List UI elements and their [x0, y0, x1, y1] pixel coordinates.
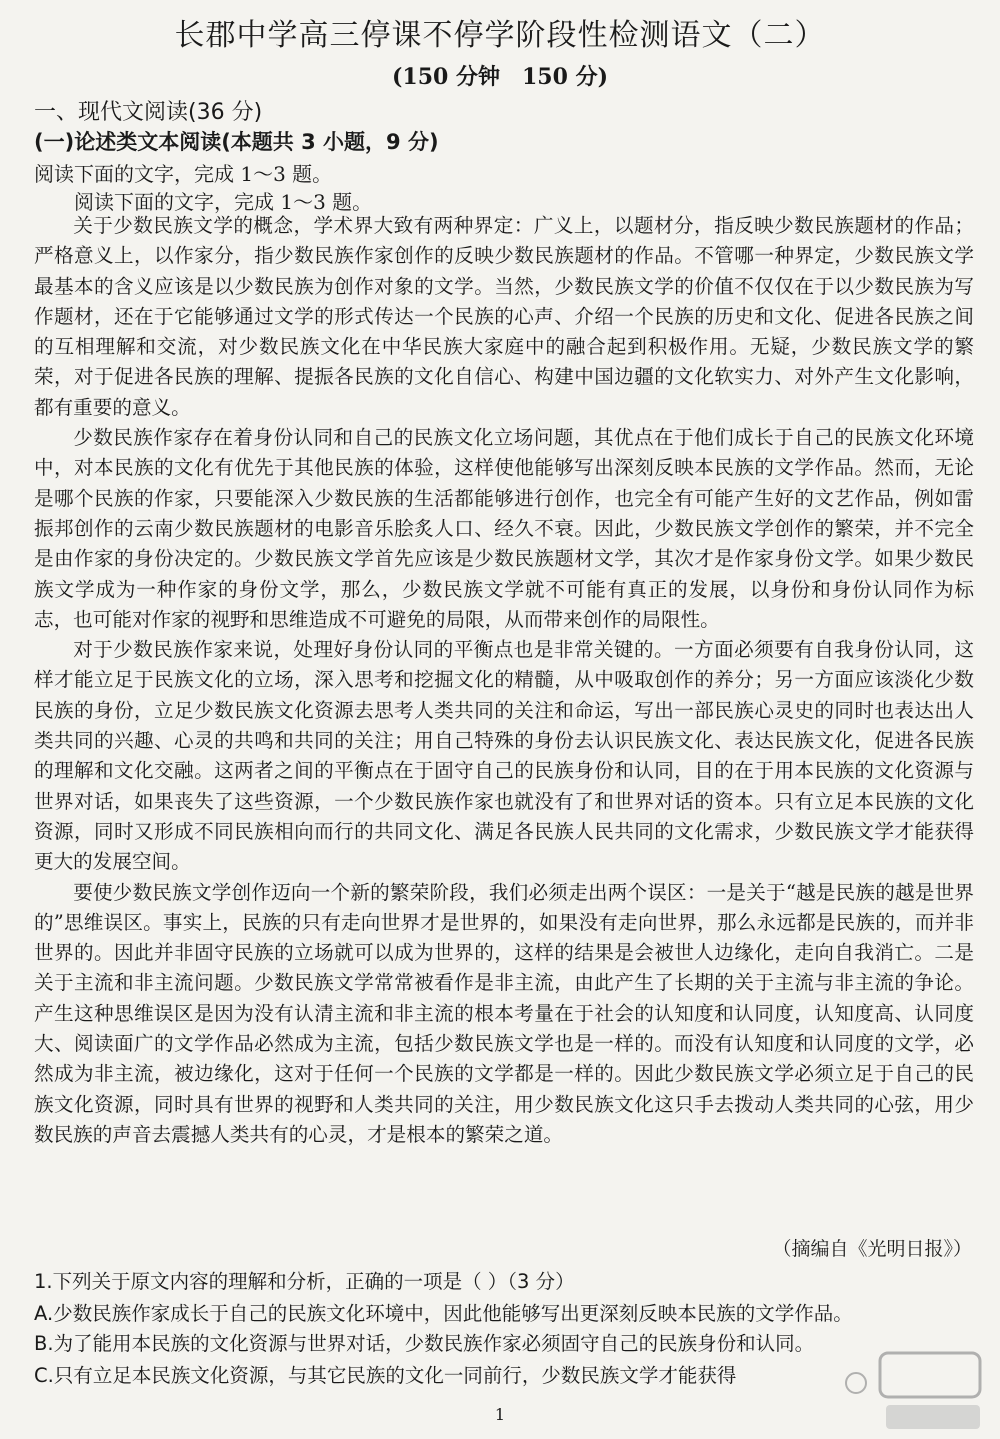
- article-paragraph: 对于少数民族作家来说，处理好身份认同的平衡点也是非常关键的。一方面必须要有自我身份认同，这样才能立足于民族文化的立场，深入思考和挖掘文化的精髓，从中吸取创作的养分；另一方面应该淡化少数民族的身份，立足少数民族文化资源去思考人类共同的关注和命运，写出一部民族心灵史的同时也表达出人类共同的兴趣、心灵的共鸣和共同的关注；用自己特殊的身份去认识民族文化、表达民族文化，促进各民族的理解和文化交融。这两者之间的平衡点在于固守自己的民族身份和认同，目的在于用本民族的文化资源与世界对话，如果丧失了这些资源，一个少数民族作家也就没有了和世界对话的资本。只有立足本民族的文化资源，同时又形成不同民族相向而行的共同文化、满足各民族人民共同的文化需求，少数民族文学才能获得更大的发展空间。: [34, 638, 974, 874]
- page-number: 1: [494, 1405, 506, 1424]
- watermark-logo: [838, 1345, 988, 1435]
- exam-duration-score: (150 分钟 150 分): [392, 64, 608, 90]
- article-source: （摘编自《光明日报》）: [772, 1238, 972, 1260]
- article-paragraph: 要使少数民族文学创作迈向一个新的繁荣阶段，我们必须走出两个误区：一是关于“越是民族的越是世界的”思维误区。事实上，民族的只有走向世界才是世界的，如果没有走向世界，那么永远都是民族的，而并非世界的。因此并非固守民族的立场就可以成为世界的，这样的结果是会被世人边缘化，走向自我消亡。二是关于主流和非主流问题。少数民族文学常常被看作是非主流，由此产生了长期的关于主流与非主流的争论。产生这种思维误区是因为没有认清主流和非主流的根本考量在于社会的认知度和认同度，认知度高、认同度大、阅读面广的文学作品必然成为主流，包括少数民族文学也是一样的。而没有认知度和认同度的文学，必然成为非主流，被边缘化，这对于任何一个民族的文学都是一样的。因此少数民族文学必须立足于自己的民族文化资源，同时具有世界的视野和人类共同的关注，用少数民族文化这只手去拨动人类共同的心弦，用少数民族的声音去震撼人类共有的心灵，才是根本的繁荣之道。: [34, 880, 974, 1146]
- question-option: B.为了能用本民族的文化资源与世界对话，少数民族作家必须固守自己的民族身份和认同。: [34, 1332, 815, 1355]
- section-heading: 一、现代文阅读(36 分): [34, 100, 263, 125]
- subsection-heading: (一)论述类文本阅读(本题共 3 小题，9 分): [34, 130, 439, 154]
- article-body: [34, 211, 974, 1150]
- instruction-line-indented: 阅读下面的文字，完成 1～3 题。: [74, 190, 373, 214]
- question-stem: 1.下列关于原文内容的理解和分析，正确的一项是（ ）（3 分）: [34, 1270, 575, 1293]
- question-option: A.少数民族作家成长于自己的民族文化环境中，因此他能够写出更深刻反映本民族的文学作品。: [34, 1302, 853, 1325]
- exam-title: 长郡中学高三停课不停学阶段性检测语文（二）: [174, 18, 826, 53]
- question-option: C.只有立足本民族文化资源，与其它民族的文化一同前行，少数民族文学才能获得: [34, 1364, 737, 1387]
- article-paragraph: 少数民族作家存在着身份认同和自己的民族文化立场问题，其优点在于他们成长于自己的民族文化环境中，对本民族的文化有优先于其他民族的体验，这样使他能够写出深刻反映本民族的文学作品。然而，无论是哪个民族的作家，只要能深入少数民族的生活都能够进行创作，也完全有可能产生好的文艺作品，例如雷振邦创作的云南少数民族题材的电影音乐脍炙人口、经久不衰。因此，少数民族文学创作的繁荣，并不完全是由作家的身份决定的。少数民族文学首先应该是少数民族题材文学，其次才是作家身份文学。如果少数民族文学成为一种作家的身份文学，那么，少数民族文学就不可能有真正的发展，以身份和身份认同作为标志，也可能对作家的视野和思维造成不可避免的局限，从而带来创作的局限性。: [34, 426, 974, 631]
- article-paragraph: 关于少数民族文学的概念，学术界大致有两种界定：广义上，以题材分，指反映少数民族题材的作品；严格意义上，以作家分，指少数民族作家创作的反映少数民族题材的作品。不管哪一种界定，少数民族文学最基本的含义应该是以少数民族为创作对象的文学。当然，少数民族文学的价值不仅仅在于以少数民族为写作题材，还在于它能够通过文学的形式传达一个民族的心声、介绍一个民族的历史和文化、促进各民族之间的互相理解和交流，对少数民族文化在中华民族大家庭中的融合起到积极作用。无疑，少数民族文学的繁荣，对于促进各民族的理解、提振各民族的文化自信心、构建中国边疆的文化软实力、对外产生文化影响，都有重要的意义。: [34, 214, 974, 419]
- instruction-line: 阅读下面的文字，完成 1～3 题。: [34, 162, 333, 186]
